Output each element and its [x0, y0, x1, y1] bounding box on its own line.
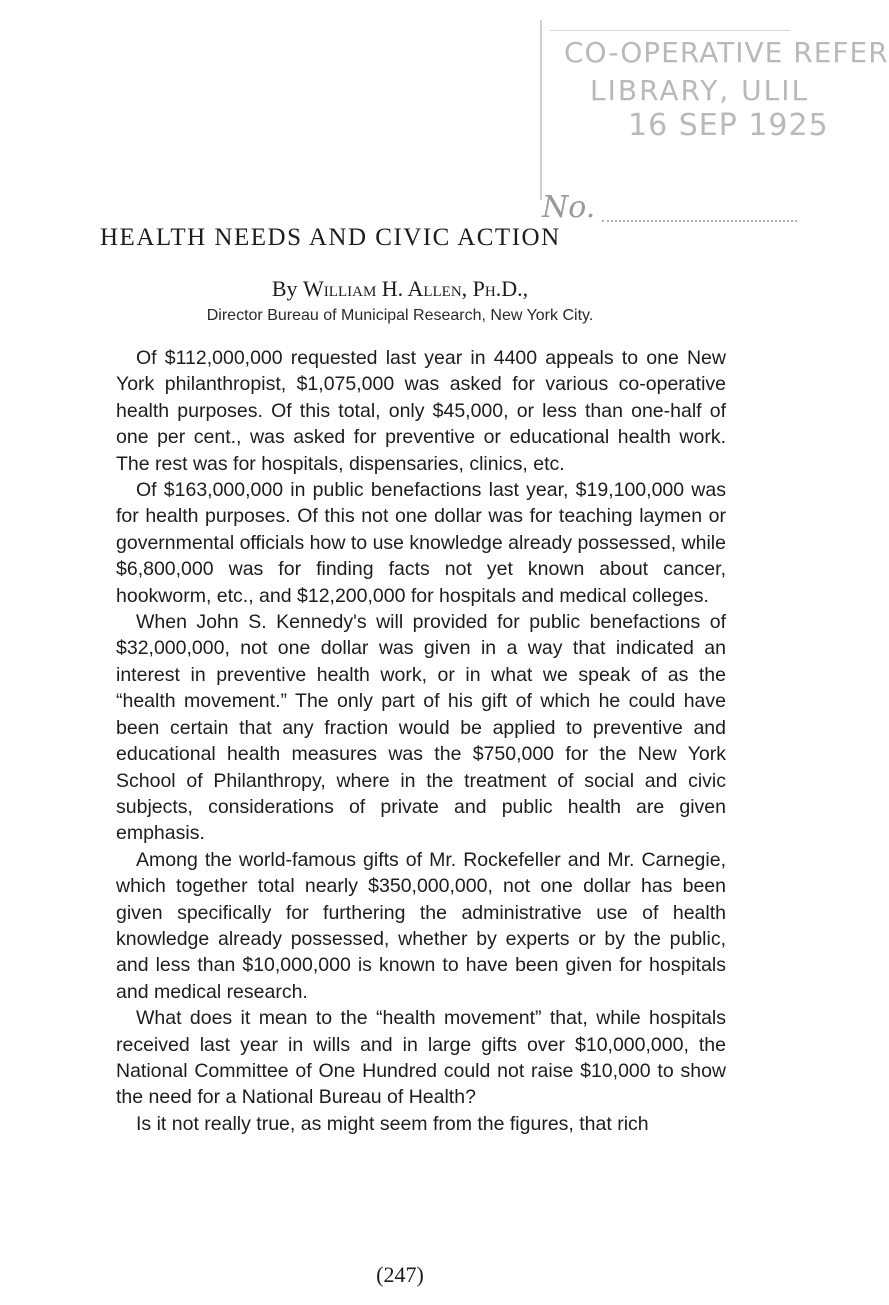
- page-number: (247): [376, 1262, 424, 1287]
- stamp-border: [540, 20, 542, 200]
- stamp-date: 16 SEP 1925: [628, 108, 829, 143]
- author-name: William H. Allen, Ph.D.,: [303, 276, 529, 301]
- stamp-number-line: [602, 220, 797, 222]
- paragraph: Among the world-famous gifts of Mr. Rockefeller and Mr. Carnegie, which together total nearly $350,000,000, not one dollar has been given specifically for furthering the administrative use of health knowledge already possessed, whether by experts or by the public, and less than $10,000,000 is known to have been given for hospitals and medical research.: [116, 848, 726, 1003]
- author-affiliation: Director Bureau of Municipal Research, New York City.: [206, 307, 594, 324]
- stamp-top-rule: [550, 30, 790, 31]
- stamp-library-name-2: LIBRARY, ULIL: [590, 74, 810, 107]
- library-stamp: [540, 0, 889, 225]
- article-title: HEALTH NEEDS AND CIVIC ACTION: [100, 224, 561, 251]
- author-prefix: By: [271, 276, 298, 301]
- author-line: [0, 276, 800, 302]
- paragraph: Of $163,000,000 in public benefactions last year, $19,100,000 was for health purposes. Of this not one dollar was for teaching laymen or governmental officials how to use knowledge already possessed, while $6,800,000 was for finding facts not yet known about cancer, hookworm, etc., and $12,200,000 for hospitals and medical colleges.: [116, 479, 726, 607]
- paragraph: Is it not really true, as might seem from the figures, that rich: [136, 1112, 649, 1135]
- stamp-number-label: No.: [542, 190, 596, 225]
- stamp-library-name: CO-OPERATIVE REFER: [564, 36, 889, 69]
- article-body: [116, 345, 726, 1137]
- paragraph: When John S. Kennedy's will provided for public benefactions of $32,000,000, not one dollar was given in a way that indicated an interest in preventive health work, or in what we speak of as the “health movement.” The only part of his gift of which he could have been certain that any fraction would be applied to preventive and educational health measures was the $750,000 for the New York School of Philanthropy, where in the treatment of social and civic subjects, considerations of private and public health are given emphasis.: [116, 611, 726, 845]
- paragraph: What does it mean to the “health movement” that, while hospitals received last year in wills and in large gifts over $10,000,000, the National Committee of One Hundred could not raise $10,000 to show the need for a National Bureau of Health?: [116, 1007, 726, 1109]
- paragraph: Of $112,000,000 requested last year in 4400 appeals to one New York philanthropist, $1,075,000 was asked for various co-operative health purposes. Of this total, only $45,000, or less than one-half of one per cent., was asked for preventive or educational health work. The rest was for hospitals, dispensaries, clinics, etc.: [116, 347, 726, 475]
